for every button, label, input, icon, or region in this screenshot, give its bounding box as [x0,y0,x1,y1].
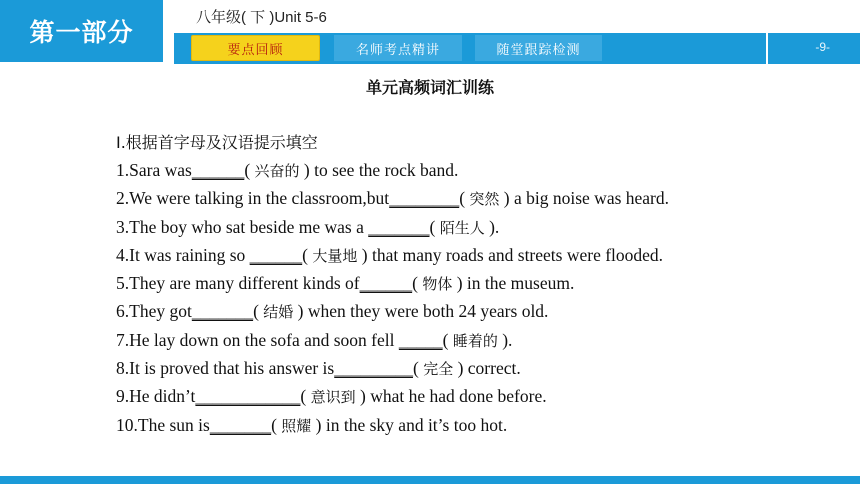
exercise-item [116,356,669,384]
exercise-item [116,215,669,243]
item-text-after: what he had done before. [365,386,547,407]
item-text-after: correct. [463,358,521,379]
exercise-item [116,271,669,299]
exercise-item [116,328,669,356]
hint-close: ) [484,216,495,237]
chinese-hint: 完全 [423,360,454,379]
hint-open: ( [429,216,440,237]
course-title: 八年级( 下 )Unit 5-6 [196,9,327,26]
hint-close: ) [299,160,310,180]
exercise-item [116,299,669,327]
exercise-item [116,186,669,214]
tab-label: 随堂跟踪检测 [496,42,581,58]
answer-blank[interactable]: ________ [389,188,460,209]
item-text-before: 9.He didn’t [116,386,196,407]
hint-open: ( [253,301,264,322]
answer-blank[interactable]: _______ [209,414,272,435]
tab-teacher-explanation[interactable] [334,35,462,61]
hint-open: ( [412,273,423,294]
chinese-hint: 意识到 [310,388,356,407]
exercise-item [116,384,669,412]
hint-open: ( [442,329,453,350]
exercise-list [116,158,669,441]
bottom-bar [0,476,860,484]
item-text-before: 7.He lay down on the sofa and soon fell [116,329,399,350]
tab-label: 名师考点精讲 [355,42,440,58]
chinese-hint: 大量地 [312,246,358,265]
hint-open: ( [302,244,313,265]
answer-blank[interactable]: ______ [359,273,413,294]
chinese-hint: 陌生人 [439,218,485,237]
tab-key-points-review[interactable] [191,35,320,61]
chinese-hint: 物体 [422,275,453,294]
hint-open: ( [300,386,311,407]
answer-blank[interactable]: _______ [191,301,254,322]
hint-close: ) [499,188,510,209]
answer-blank[interactable]: ______ [191,160,245,180]
exercise-item [116,243,669,271]
item-text-before: 10.The sun is [116,414,210,435]
answer-blank[interactable]: _______ [368,216,430,237]
hint-close: ) [357,244,368,265]
item-text-after: . [494,216,500,237]
hint-close: ) [311,414,322,435]
item-text-after: when they were both 24 years old. [303,301,549,322]
hint-open: ( [459,188,470,209]
item-text-before: 5.They are many different kinds of [116,273,360,294]
tab-class-practice[interactable] [475,35,602,61]
item-text-before: 6.They got [116,301,192,322]
item-text-after: in the museum. [462,273,575,294]
item-text-before: 2.We were talking in the classroom,but [116,188,390,209]
item-text-after: to see the rock band. [309,160,459,180]
answer-blank[interactable]: _____ [398,329,443,350]
item-text-after: a big noise was heard. [509,188,670,209]
hint-close: ) [497,329,509,350]
page-number: -9- [815,40,830,54]
page-heading: 单元高频词汇训练 [365,78,494,97]
item-text-after: . [508,329,513,350]
chinese-hint: 睡着的 [452,331,498,350]
chinese-hint: 突然 [469,190,500,209]
exercise-instruction: Ⅰ.根据首字母及汉语提示填空 [116,133,318,152]
section-badge [0,0,163,62]
item-text-after: that many roads and streets were flooded. [367,244,664,265]
exercise-item [116,413,669,441]
hint-close: ) [453,358,464,379]
item-text-before: 4.It was raining so [116,244,250,265]
item-text-after: in the sky and it’s too hot. [321,414,508,435]
hint-open: ( [244,160,255,180]
hint-close: ) [355,386,366,407]
answer-blank[interactable]: _________ [334,358,413,379]
tab-label: 要点回顾 [227,42,284,58]
section-label: 第一部分 [29,18,134,47]
item-text-before: 8.It is proved that his answer is [116,358,335,379]
hint-close: ) [452,273,463,294]
hint-close: ) [293,301,304,322]
hint-open: ( [271,414,282,435]
answer-blank[interactable]: ____________ [195,386,301,407]
chinese-hint: 照耀 [281,416,312,435]
chinese-hint: 结婚 [263,303,294,322]
exercise-item [116,158,669,186]
nav-divider [766,33,768,64]
chinese-hint: 兴奋的 [254,162,300,180]
item-text-before: 3.The boy who sat beside me was a [116,216,369,237]
answer-blank[interactable]: ______ [249,244,303,265]
item-text-before: 1.Sara was [116,160,192,180]
hint-open: ( [412,358,424,379]
